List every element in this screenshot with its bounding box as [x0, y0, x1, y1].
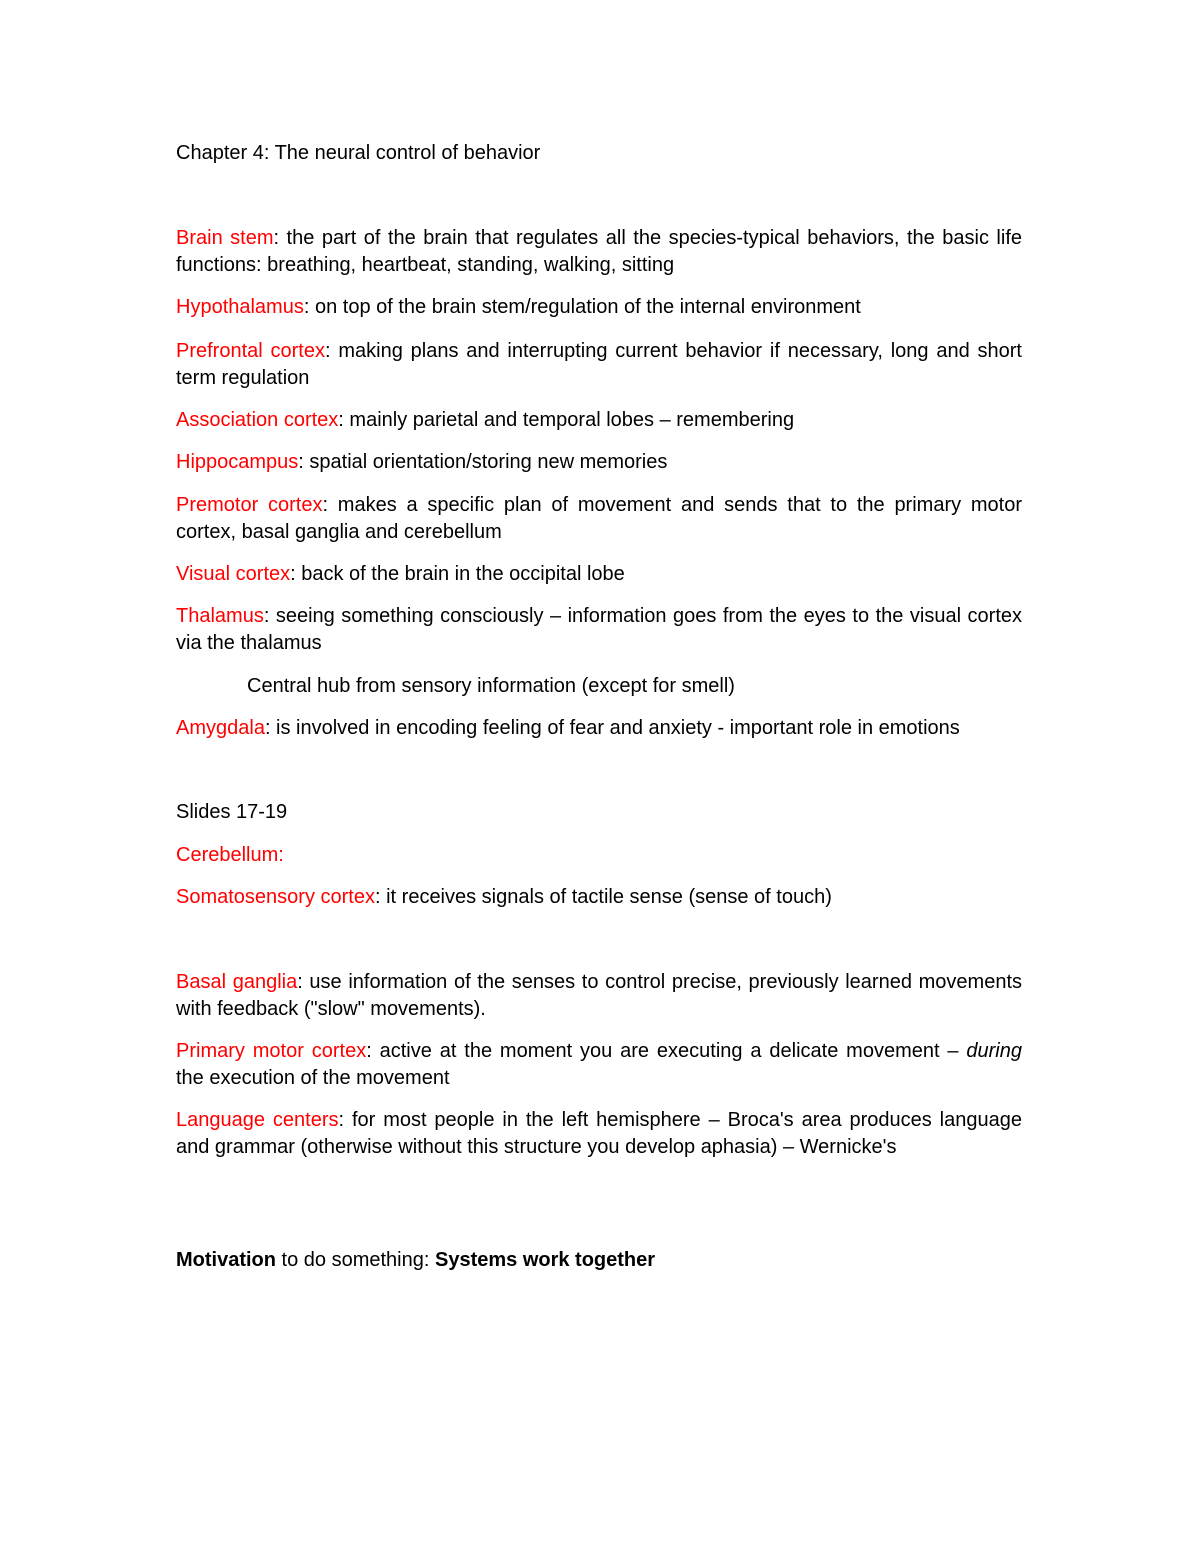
definition-text-after: the execution of the movement	[176, 1067, 450, 1089]
term-label: Basal ganglia	[176, 971, 298, 993]
motivation-bold-end: Systems work together	[434, 1249, 656, 1271]
entry-brain-stem	[176, 225, 1022, 279]
entry-hippocampus	[176, 449, 1022, 476]
entry-visual-cortex	[176, 561, 1022, 588]
entry-thalamus	[176, 603, 1022, 657]
entry-somatosensory-cortex	[176, 884, 1022, 911]
definition-text: : for most people in the left hemisphere – Broca's area produces language and grammar (otherwise without this structure you develop aphasia) – Wernicke's	[176, 1109, 1022, 1158]
entry-basal-ganglia	[176, 969, 1022, 1023]
definition-text: : on top of the brain stem/regulation of the internal environment	[303, 296, 861, 318]
entry-amygdala	[176, 715, 1022, 742]
term-label: Association cortex	[176, 409, 339, 431]
definition-text: :	[278, 844, 284, 866]
entry-association-cortex	[176, 407, 1022, 434]
motivation-line	[176, 1247, 1022, 1274]
term-label: Hippocampus	[176, 451, 299, 473]
title-text: Chapter 4: The neural control of behavior	[176, 142, 541, 164]
definition-text: : spatial orientation/storing new memories	[298, 451, 668, 473]
term-label: Amygdala	[176, 717, 265, 739]
term-label: Prefrontal cortex	[176, 340, 325, 362]
entry-language-centers	[176, 1107, 1022, 1161]
motivation-middle: to do something:	[276, 1249, 435, 1271]
definition-text: : the part of the brain that regulates all the species-typical behaviors, the basic life functions: breathing, heartbeat, standing, walking, sitting	[176, 227, 1022, 276]
term-label: Thalamus	[176, 605, 264, 627]
term-label: Language centers	[176, 1109, 339, 1131]
term-label: Somatosensory cortex	[176, 886, 375, 908]
entry-premotor-cortex	[176, 492, 1022, 546]
entry-hypothalamus	[176, 294, 1022, 321]
term-label: Hypothalamus	[176, 296, 304, 318]
definition-italic: during	[966, 1040, 1022, 1062]
term-label: Brain stem	[176, 227, 274, 249]
definition-text: : back of the brain in the occipital lobe	[290, 563, 625, 585]
entry-cerebellum	[176, 842, 1022, 869]
definition-text: : seeing something consciously – information goes from the eyes to the visual cortex via the thalamus	[176, 605, 1022, 654]
entry-primary-motor-cortex	[176, 1038, 1022, 1092]
definition-text: : it receives signals of tactile sense (sense of touch)	[374, 886, 832, 908]
document-title	[176, 140, 1022, 167]
thalamus-note	[247, 673, 1022, 700]
term-label: Visual cortex	[176, 563, 291, 585]
term-label: Cerebellum	[176, 844, 279, 866]
entry-prefrontal-cortex	[176, 338, 1022, 392]
definition-text: : use information of the senses to control precise, previously learned movements with feedback ("slow" movements).	[176, 971, 1022, 1020]
term-label: Premotor cortex	[176, 494, 323, 516]
definition-text-before: : active at the moment you are executing a delicate movement –	[366, 1040, 967, 1062]
definition-text: : is involved in encoding feeling of fear and anxiety - important role in emotions	[264, 717, 960, 739]
term-label: Primary motor cortex	[176, 1040, 367, 1062]
note-text: Central hub from sensory information (except for smell)	[247, 675, 735, 697]
slides-text: Slides 17-19	[176, 801, 288, 823]
slides-label	[176, 799, 1022, 826]
definition-text: : mainly parietal and temporal lobes – remembering	[338, 409, 795, 431]
definition-text: : making plans and interrupting current behavior if necessary, long and short term regulation	[176, 340, 1022, 389]
definition-text: : makes a specific plan of movement and sends that to the primary motor cortex, basal ganglia and cerebellum	[176, 494, 1023, 543]
motivation-bold-start: Motivation	[176, 1249, 276, 1271]
